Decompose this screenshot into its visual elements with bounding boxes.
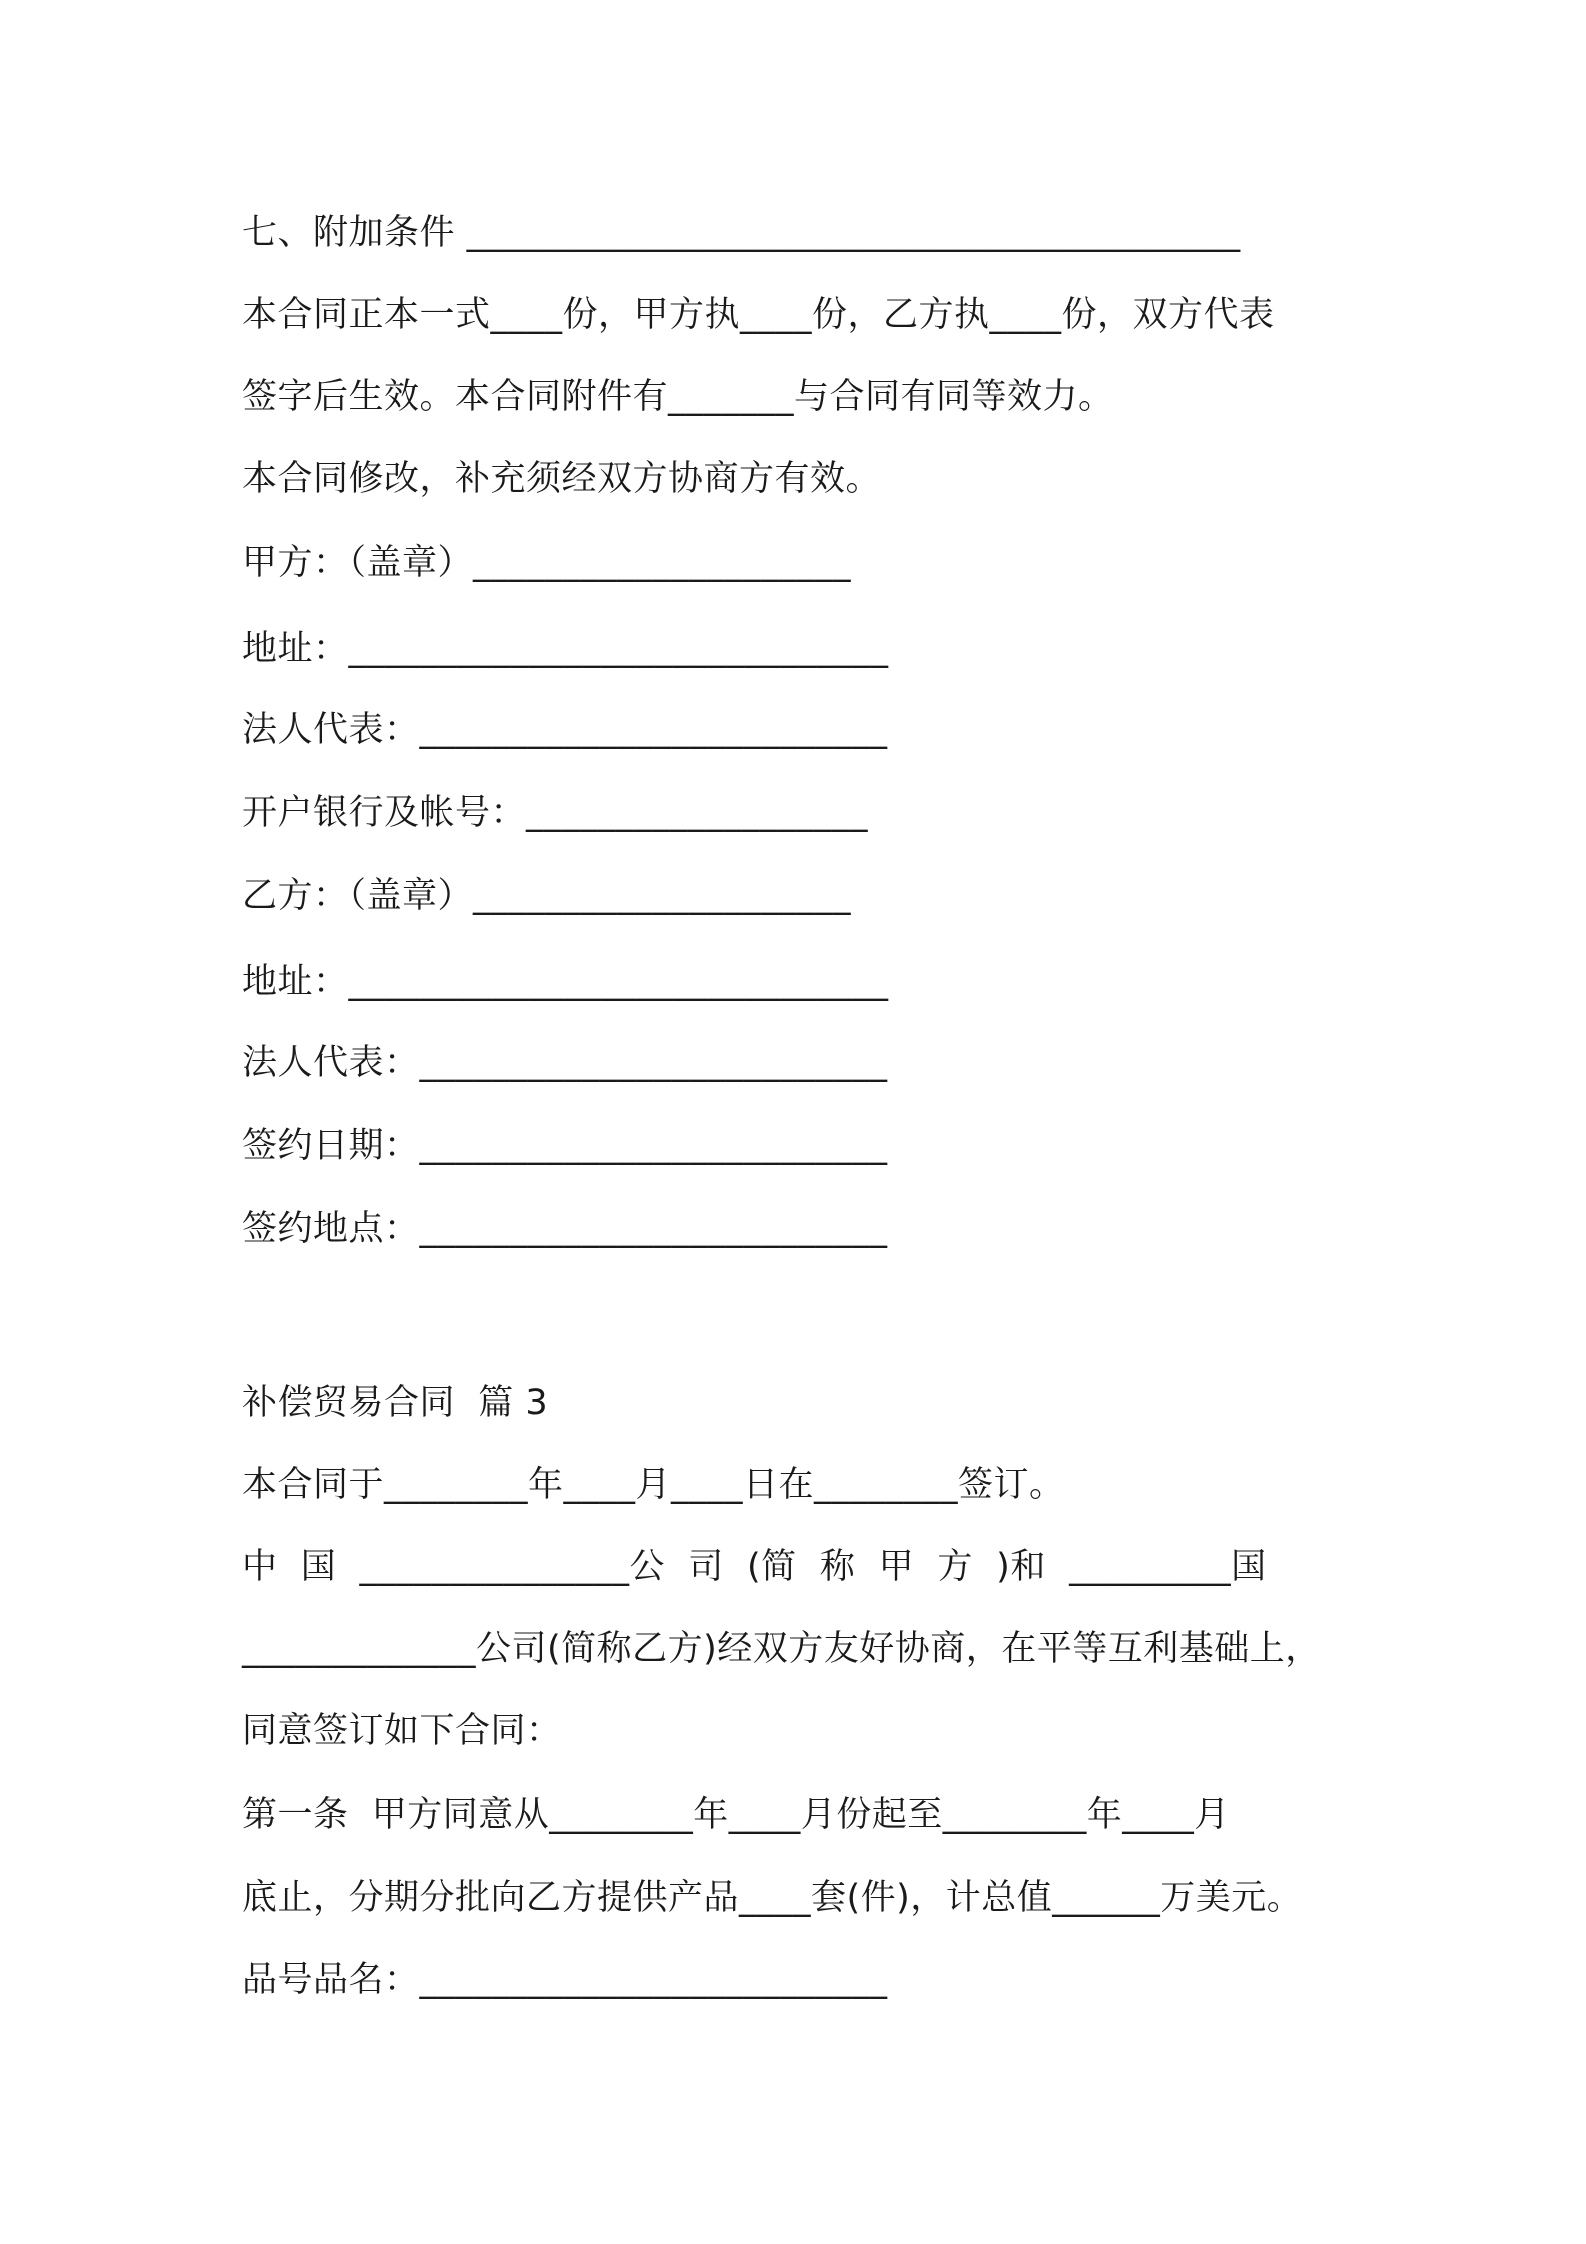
party-a-bank-field: 开户银行及帐号：___________________ xyxy=(242,793,869,833)
amendment-clause: 本合同修改，补充须经双方协商方有效。 xyxy=(242,459,882,499)
article-1-line-1: 第一条 甲方同意从________年____月份起至________年____月 xyxy=(242,1795,1230,1835)
sign-place-field: 签约地点：__________________________ xyxy=(242,1209,888,1249)
parties-line-3: 同意签订如下合同： xyxy=(242,1711,562,1751)
contract-3-title: 补偿贸易合同 篇 3 xyxy=(242,1383,549,1423)
party-a-seal-field: 甲方：（盖章）_____________________ xyxy=(242,543,852,583)
sign-date-field: 签约日期：__________________________ xyxy=(242,1126,888,1166)
section-7-heading: 七、附加条件 ___________________________________________ xyxy=(242,213,1241,253)
party-a-legal-rep-field: 法人代表：__________________________ xyxy=(242,710,888,750)
copies-clause-line-1: 本合同正本一式____份，甲方执____份，乙方执____份，双方代表 xyxy=(242,295,1275,335)
parties-line-1: 中 国 _______________公 司 (简 称 甲 方 )和 _________国 xyxy=(242,1547,1267,1587)
party-a-address-field: 地址：______________________________ xyxy=(242,629,889,669)
article-1-line-2: 底止，分期分批向乙方提供产品____套(件)，计总值______万美元。 xyxy=(242,1878,1303,1918)
copies-clause-line-2: 签字后生效。本合同附件有_______与合同有同等效力。 xyxy=(242,377,1114,417)
product-name-field: 品号品名：__________________________ xyxy=(242,1960,888,2000)
party-b-seal-field: 乙方：（盖章）_____________________ xyxy=(242,876,852,916)
contract-signed-on: 本合同于________年____月____日在________签订。 xyxy=(242,1465,1065,1505)
parties-line-2: _____________公司(简称乙方)经双方友好协商，在平等互利基础上， xyxy=(242,1629,1321,1669)
party-b-address-field: 地址：______________________________ xyxy=(242,962,889,1002)
party-b-legal-rep-field: 法人代表：__________________________ xyxy=(242,1043,888,1083)
